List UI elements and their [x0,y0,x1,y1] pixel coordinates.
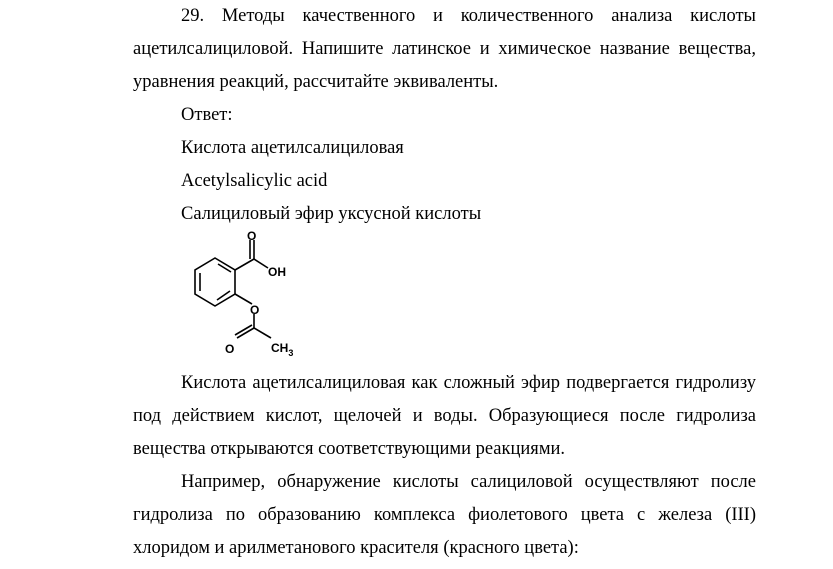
question-line-1: 29. Методы качественного и количественного анализа кислоты [181,6,756,26]
paragraph2-line-1: Например, обнаружение кислоты салициловой осуществляют после [181,472,756,492]
paragraph2-line-3: хлоридом и арилметанового красителя (красного цвета): [133,538,579,558]
benzene-ring [195,258,235,306]
group-ch3 [271,341,293,358]
russian-name: Кислота ацетилсалициловая [181,138,404,158]
question-line-3: уравнения реакций, рассчитайте эквиваленты. [133,72,499,92]
answer-label: Ответ: [181,105,233,125]
subscript-3: 3 [288,348,294,358]
group-oh: OH [268,265,286,279]
atom-o-carbonyl: O [225,342,235,356]
paragraph1-line-1: Кислота ацетилсалициловая как сложный эфир подвергается гидролизу [181,373,756,393]
aspirin-structure [175,228,305,358]
atom-o-top: O [247,229,257,243]
paragraph1-line-3: вещества открываются соответствующими реакциями. [133,439,566,459]
chemical-name: Салициловый эфир уксусной кислоты [181,204,482,224]
question-line-2: ацетилсалициловой. Напишите латинское и химическое название вещества, [133,39,756,59]
ch-label: CH [271,341,289,355]
paragraph2-line-2: гидролиза по образованию комплекса фиолетового цвета с железа (III) [133,505,756,525]
atom-o-ester: O [250,303,260,317]
latin-name: Acetylsalicylic acid [181,171,328,191]
paragraph1-line-2: под действием кислот, щелочей и воды. Образующиеся после гидролиза [133,406,756,426]
bonds [235,240,271,338]
